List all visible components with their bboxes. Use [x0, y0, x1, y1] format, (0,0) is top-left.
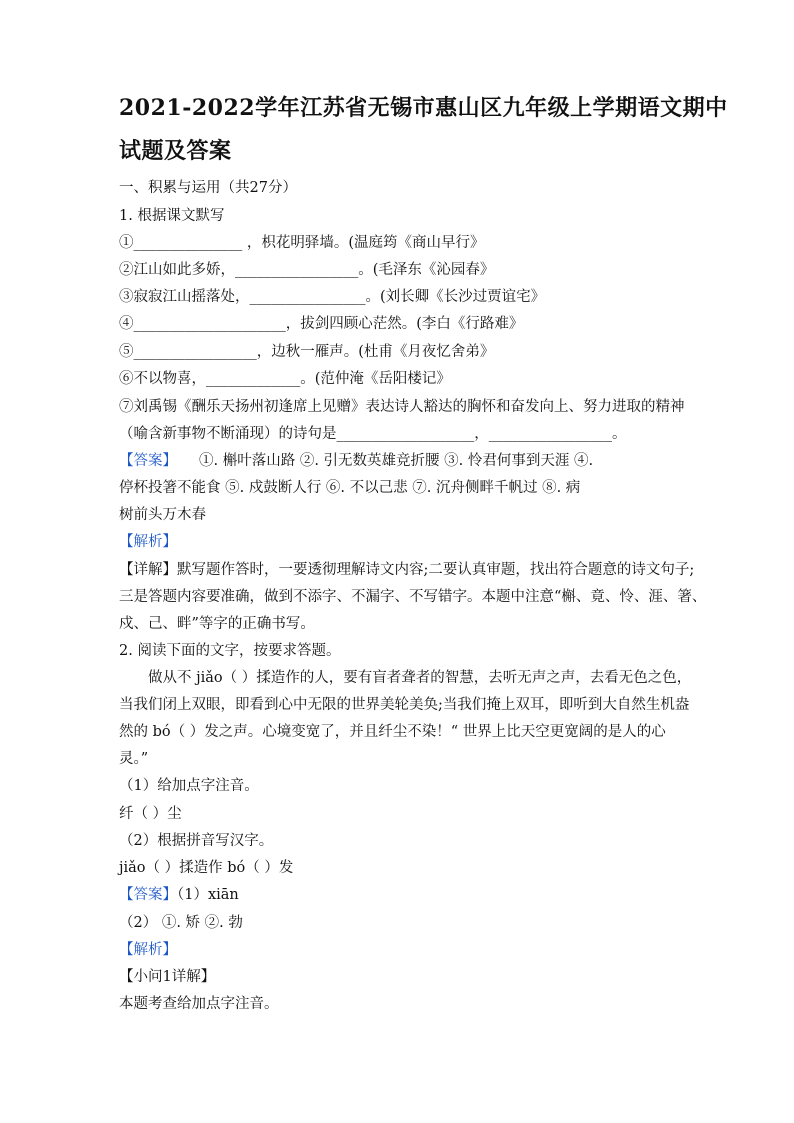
question-1-prompt: 1. 根据课文默写	[119, 208, 225, 224]
section-heading: 一、积累与运用（共27分）	[119, 180, 297, 196]
q1-answer-line-3: 树前头万木春	[119, 507, 206, 523]
q1-detail-line-1: 【详解】默写题作答时，一要透彻理解诗文内容;二要认真审题，找出符合题意的诗文句子;	[119, 562, 695, 578]
q1-item-7: ⑦刘禹锡《酬乐天扬州初逢席上见赠》表达诗人豁达的胸怀和奋发向上、努力进取的精神	[119, 399, 685, 415]
q2-answer-line-2: （2） ①. 矫 ②. 勃	[119, 915, 243, 931]
q2-answer-line-1	[119, 884, 239, 906]
answer-label: 【答案】	[119, 887, 177, 903]
document-title-line-1: 2021-2022学年江苏省无锡市惠山区九年级上学期语文期中	[119, 95, 728, 121]
q2-sub-question-2: （2）根据拼音写汉字。	[119, 833, 274, 849]
answer-text: （1）xiān	[177, 887, 239, 903]
q2-sub-question-1-item: 纤（ ）尘	[119, 806, 182, 822]
q2-sub-question-1: （1）给加点字注音。	[119, 778, 259, 794]
answer-label: 【答案】	[119, 453, 177, 469]
q1-detail-line-2: 三是答题内容要准确，做到不添字、不漏字、不写错字。本题中注意“槲、竟、怜、涯、箸、	[119, 589, 707, 605]
q2-passage-line-2: 当我们闭上双眼，即看到心中无限的世界美轮美奂;当我们掩上双耳，即听到大自然生机盎	[119, 697, 690, 713]
q2-analysis-label: 【解析】	[119, 942, 177, 958]
document-title-line-2: 试题及答案	[119, 138, 232, 164]
q2-small-question-text: 本题考查给加点字注音。	[119, 996, 279, 1012]
q1-answer-line-2: 停杯投箸不能食 ⑤. 戍鼓断人行 ⑥. 不以己悲 ⑦. 沉舟侧畔千帆过 ⑧. 病	[119, 480, 581, 496]
q1-analysis-label: 【解析】	[119, 534, 177, 550]
q1-detail-line-3: 戍、己、畔”等字的正确书写。	[119, 616, 315, 632]
q1-item-2: ②江山如此多娇，_________________。(毛泽东《沁园春》	[119, 262, 495, 278]
q1-item-5: ⑤_________________，边秋一雁声。(杜甫《月夜忆舍弟》	[119, 344, 495, 360]
q2-sub-question-2-item: jiǎo（ ）揉造作 bó（ ）发	[119, 860, 294, 876]
q1-item-1: ①_______________ ，枳花明驿墙。(温庭筠《商山早行》	[119, 235, 485, 251]
q1-item-3: ③寂寂江山摇落处，________________。(刘长卿《长沙过贾谊宅》	[119, 289, 546, 305]
q1-item-4: ④_____________________，拔剑四顾心茫然。(李白《行路难》	[119, 316, 524, 332]
answer-text: ①. 槲叶落山路 ②. 引无数英雄竞折腰 ③. 怜君何事到天涯 ④.	[199, 453, 594, 469]
question-2-prompt: 2. 阅读下面的文字，按要求答题。	[119, 643, 341, 659]
q1-answer-line-1	[119, 450, 593, 472]
q2-passage-line-1: 做从不 jiǎo（ ）揉造作的人，要有盲者聋者的智慧，去听无声之声，去看无色之色，	[148, 670, 692, 686]
q2-passage-line-3: 然的 bó（ ）发之声。心境变宽了，并且纤尘不染！“ 世界上比天空更宽阔的是人的心	[119, 724, 666, 740]
q1-item-6: ⑥不以物喜，_____________。(范仲淹《岳阳楼记》	[119, 371, 451, 387]
q1-item-7-continued: （喻含新事物不断涌现）的诗句是___________________，_________________。	[119, 426, 627, 442]
q2-passage-line-4: 灵。”	[119, 751, 149, 767]
q2-small-question-label: 【小问1详解】	[119, 969, 216, 985]
